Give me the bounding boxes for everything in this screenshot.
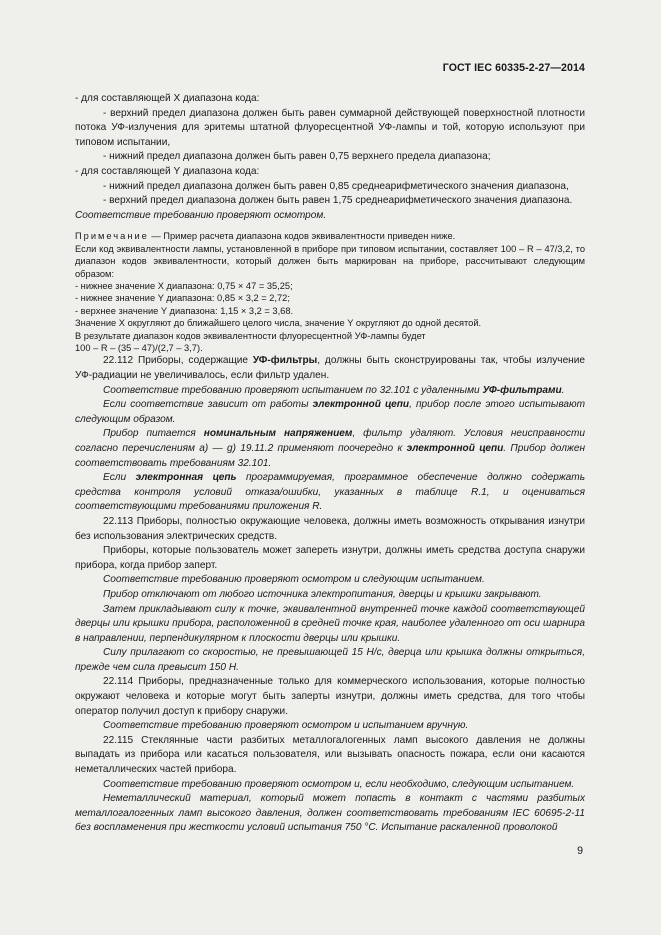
- clause-22-113: 22.113 Приборы, полностью окружающие человека, должны иметь возможность открывания изнутри без использования электрических средств.: [75, 515, 585, 542]
- document-header: ГОСТ IEC 60335-2-27—2014: [442, 62, 585, 74]
- note-item: - нижнее значение Y диапазона: 0,85 × 3,2 = 2,72;: [75, 293, 290, 304]
- note-intro: — Пример расчета диапазона кодов эквивалентности приведен ниже.: [148, 231, 456, 242]
- text-line: Соответствие требованию проверяют осмотром и, если необходимо, следующим испытанием.: [103, 778, 575, 790]
- note-paragraph: В результате диапазон кодов эквивалентности флуоресцентной УФ-лампы будет: [75, 330, 426, 341]
- clause-22-112: 22.112 Приборы, содержащие УФ-фильтры, должны быть сконструированы так, чтобы излучение УФ-радиации не увеличивалось, если фильтр удален.: [75, 355, 586, 381]
- text-line: Соответствие требованию проверяют осмотром.: [75, 209, 327, 221]
- term: УФ-фильтры: [252, 355, 318, 367]
- term: электронной цепи: [312, 399, 410, 411]
- page-content: [75, 92, 585, 836]
- term: электронная цепь: [135, 472, 237, 484]
- text-line: Если электронная цепь программируемая, программное обеспечение должно содержать средства контроля условий отказа/ошибки, указанных в таблице R.1, и оцениваться соответствующими требованиями приложения R.: [75, 472, 585, 513]
- term: номинальным напряжением: [203, 428, 353, 440]
- term: электронной цепи: [406, 442, 504, 454]
- text-line: Соответствие требованию проверяют осмотром и следующим испытанием.: [103, 574, 485, 586]
- text-line: Соответствие требованию проверяют осмотром и испытанием вручную.: [103, 720, 469, 732]
- note-item: - нижнее значение X диапазона: 0,75 × 47 = 35,25;: [75, 280, 293, 291]
- text-line: - для составляющей Y диапазона кода:: [75, 165, 260, 177]
- page-number: 9: [577, 845, 583, 857]
- note-paragraph: Если код эквивалентности лампы, установленной в приборе при типовом испытании, составляет 100 – R – 47/3,2, то диапазон кодов эквивалентности, который должен быть маркирован на приборе, рассчитывают следующим образом:: [75, 243, 585, 279]
- text-line: - верхний предел диапазона должен быть равен суммарной действующей поверхностной плотности потока УФ-излучения для эритемы штатной флуоресцентной УФ-лампы и той, которую используют при типовом испытании,: [75, 107, 585, 148]
- note-paragraph: Значение X округляют до ближайшего целого числа, значение Y округляют до одной десятой.: [75, 318, 482, 329]
- text-line: Неметаллический материал, который может попасть в контакт с частями разбитых металлогалогенных ламп высокого давления, должен соответствовать требованиям IEC 60695-2-11 без воспламенения при жесткости условий испытания 750 °С. Испытание раскаленной проволокой: [75, 793, 585, 834]
- text-line: Затем прикладывают силу к точке, эквивалентной внутренней точке каждой соответствующей дверцы или крышки прибора, расположенной в средней точке края, наиболее удаленного от оси шарнира в направлении, перпендикулярном к плоскости дверцы или крышки.: [75, 603, 585, 644]
- text-line: Силу прилагают со скоростью, не превышающей 15 Н/с, дверца или крышка должны открыться, прежде чем сила превысит 150 Н.: [75, 647, 585, 673]
- text-line: - для составляющей X диапазона кода:: [75, 93, 260, 104]
- clause-22-114: 22.114 Приборы, предназначенные только для коммерческого использования, которые полностью окружают человека и которые могут быть заперты изнутри, должны иметь средства, для того чтобы оператор получил доступ к прибору снаружи.: [75, 676, 585, 717]
- text-line: - нижний предел диапазона должен быть равен 0,75 верхнего предела диапазона;: [103, 151, 491, 163]
- text-line: Соответствие требованию проверяют испытанием по 32.101 с удаленными УФ-фильтрами.: [103, 384, 565, 396]
- note-item: - верхнее значение Y диапазона: 1,15 × 3,2 = 3,68.: [75, 305, 294, 316]
- text-line: - нижний предел диапазона должен быть равен 0,85 среднеарифметического значения диапазона,: [103, 180, 569, 192]
- term: УФ-фильтрами: [482, 384, 562, 396]
- formula: 100 – R – (35 – 47)/(2,7 – 3,7).: [75, 343, 203, 353]
- text-line: Прибор отключают от любого источника электропитания, дверцы и крышки закрывают.: [103, 588, 542, 600]
- note-label: Примечание: [75, 231, 149, 242]
- clause-22-115: 22.115 Стеклянные части разбитых металлогалогенных ламп высокого давления не должны выпадать из прибора или касаться пользователя, или вызывать опасность пожара, если они касаются неметаллических частей прибора.: [75, 734, 585, 776]
- text-line: Если соответствие зависит от работы электронной цепи, прибор после этого испытывают следующим образом.: [75, 399, 585, 425]
- text-line: Приборы, которые пользователь может запереть изнутри, должны иметь средства доступа снаружи прибора, когда прибор заперт.: [75, 545, 585, 571]
- note-block: [75, 230, 585, 354]
- text-line: Прибор питается номинальным напряжением, фильтр удаляют. Условия неисправности согласно перечислениям а) — g) 19.11.2 применяют поочередно к электронной цепи. Прибор должен соответствовать требованиям 32.101.: [75, 428, 585, 469]
- text-line: - верхний предел диапазона должен быть равен 1,75 среднеарифметического значения диапазона.: [103, 195, 573, 207]
